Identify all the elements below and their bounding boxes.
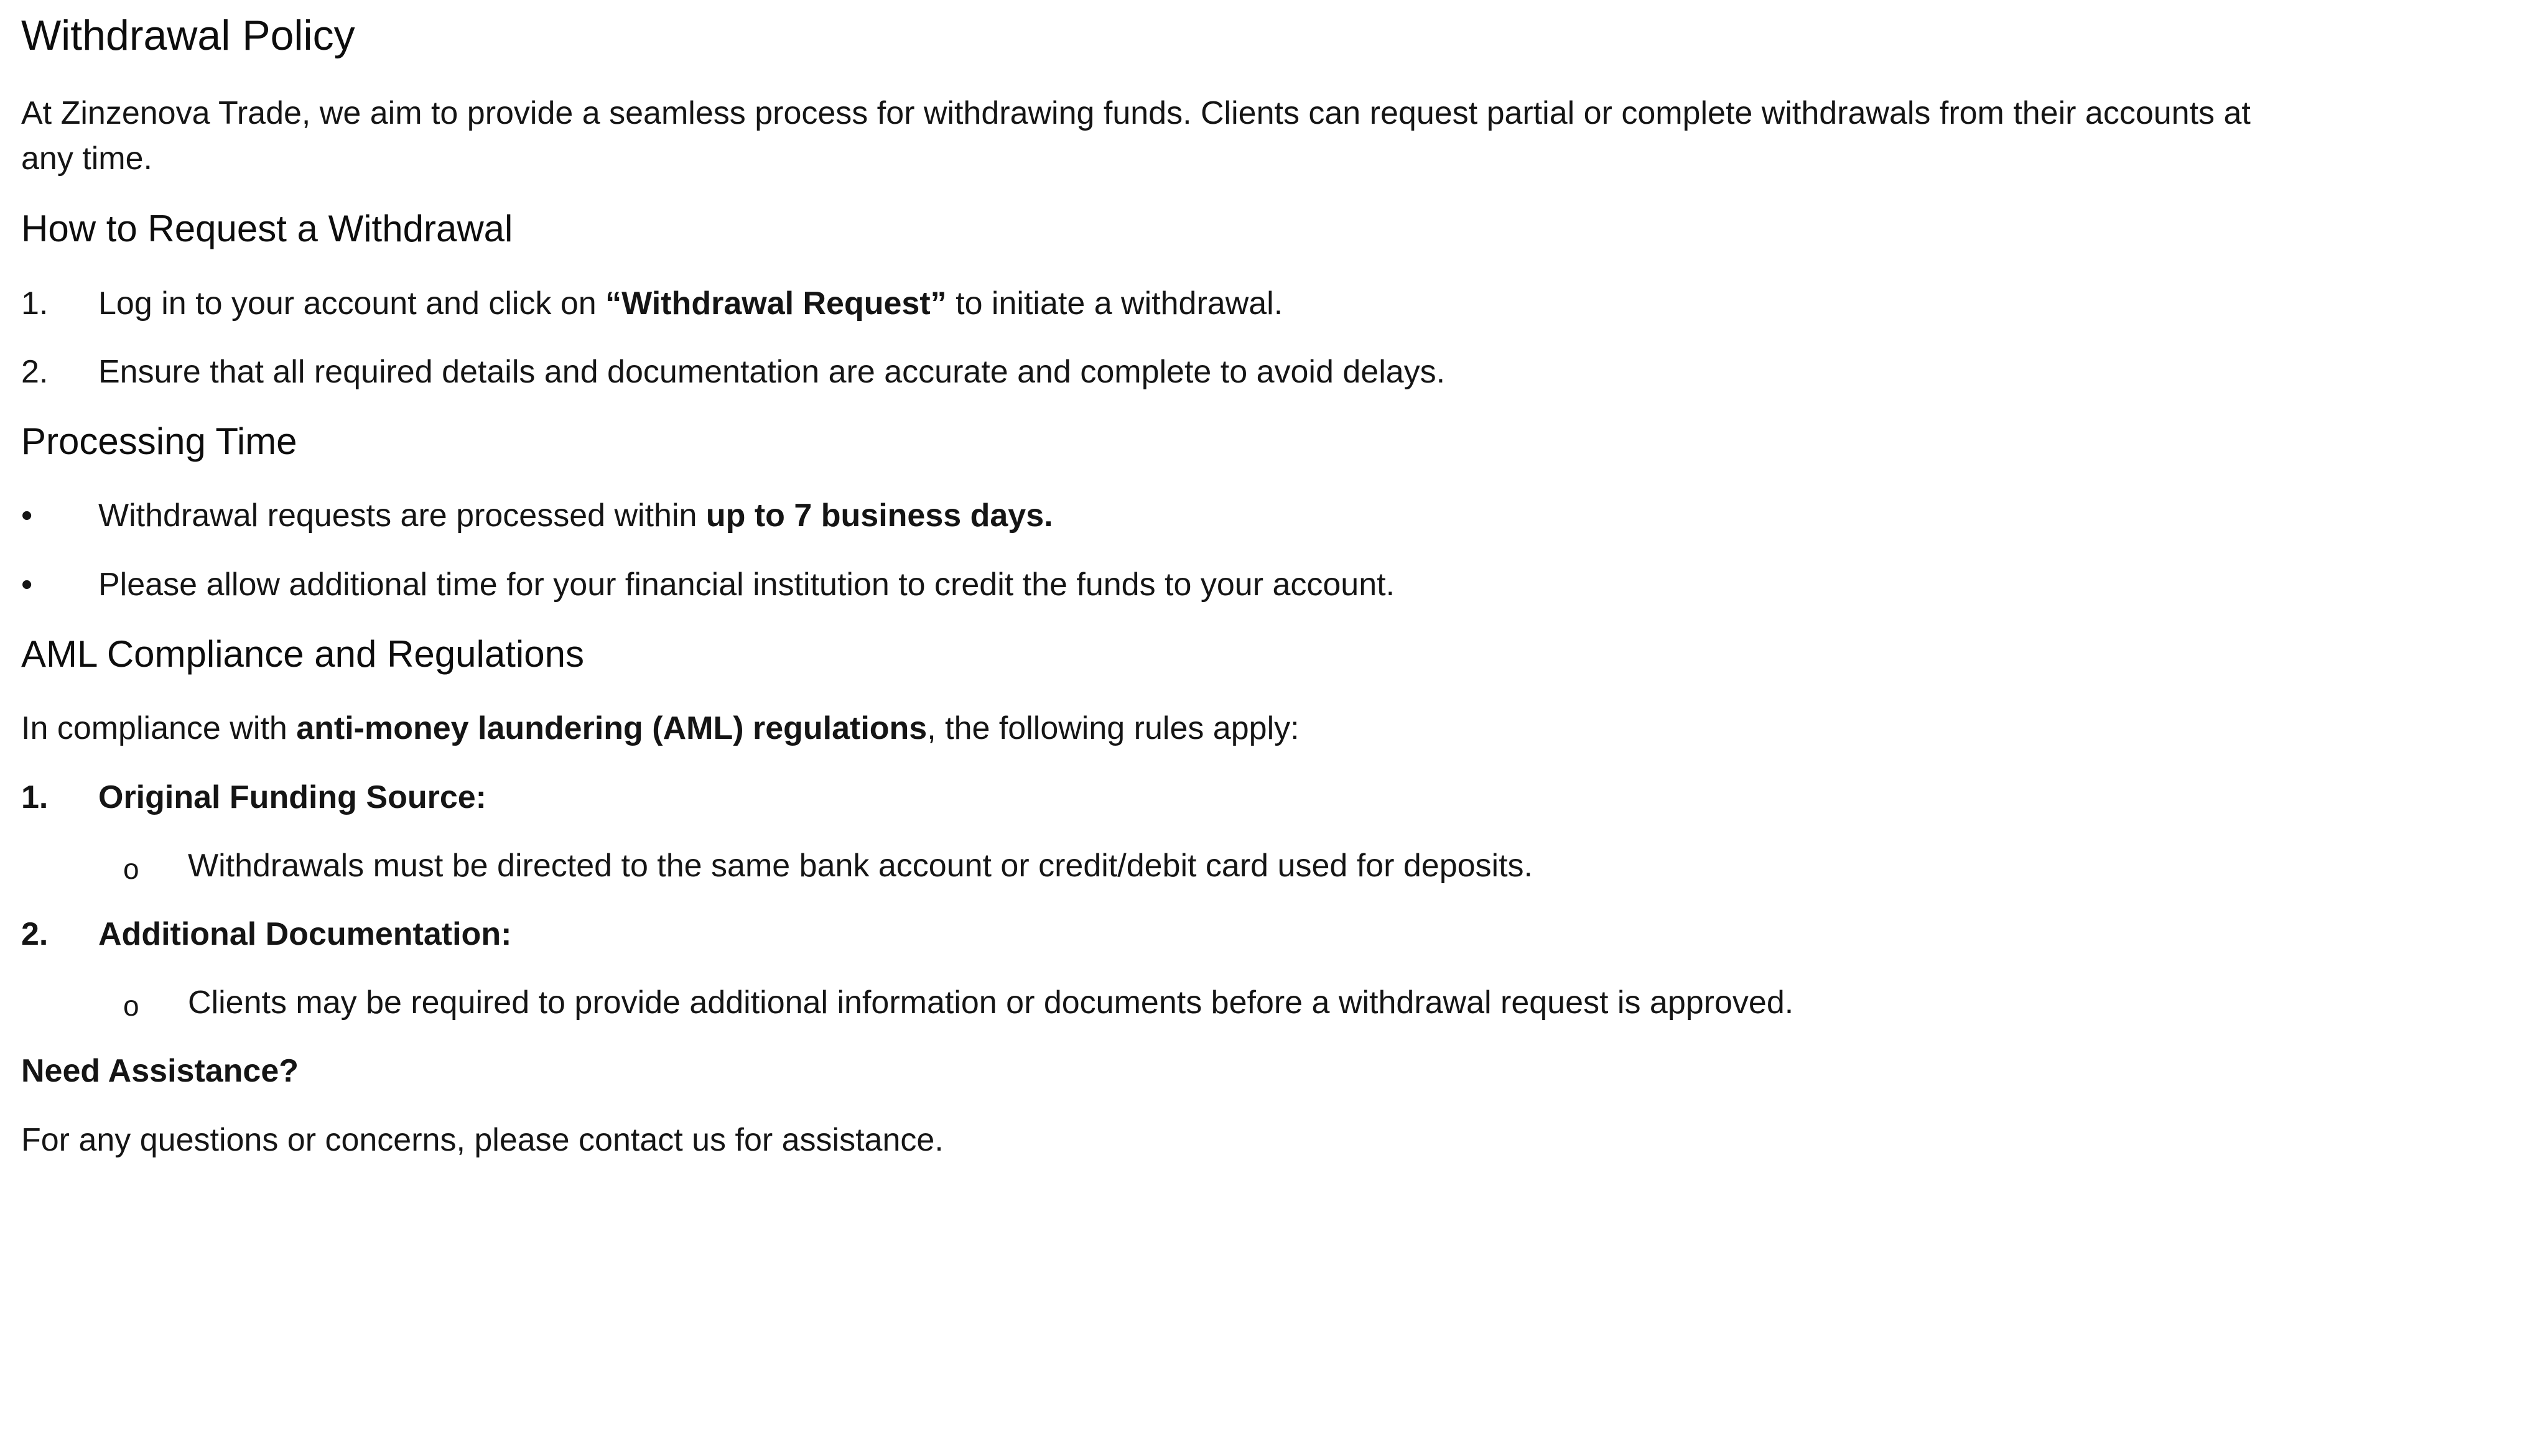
list-item-text: Ensure that all required details and documentation are accurate and complete to avoid delays. [98,354,1446,390]
assistance-heading: Need Assistance? [21,1053,299,1089]
list-item-text [98,285,1283,322]
how-to-heading: How to Request a Withdrawal [21,208,513,249]
aml-intro-post: , the following rules apply: [927,710,1300,746]
list-item-label: Original Funding Source: [98,779,486,815]
sub-list-item-text: Withdrawals must be directed to the same bank account or credit/debit card used for deposits. [188,848,1533,884]
processing-duration: up to 7 business days. [705,498,1053,534]
aml-regulations-term: anti-money laundering (AML) regulations [296,710,928,746]
sub-list-item-text: Clients may be required to provide additional information or documents before a withdrawal request is approved. [188,985,1794,1021]
withdrawal-request-label: “Withdrawal Request” [605,285,947,322]
sub-bullet-marker: o [123,990,139,1022]
aml-heading: AML Compliance and Regulations [21,633,584,675]
list-item-label: Additional Documentation: [98,916,512,952]
list-marker: 2. [21,916,49,952]
bullet-marker: • [21,567,33,603]
list-item-text-pre: Withdrawal requests are processed within [98,498,706,534]
list-marker: 1. [21,779,49,815]
aml-intro [21,710,1300,747]
list-item-text-post: to initiate a withdrawal. [946,285,1283,322]
list-marker: 2. [21,354,49,390]
bullet-marker: • [21,498,33,534]
intro-paragraph-line-1: At Zinzenova Trade, we aim to provide a seamless process for withdrawing funds. Clients can request partial or complete withdrawals from their accounts at [21,95,2251,131]
list-item-text: Please allow additional time for your financial institution to credit the funds to your account. [98,567,1395,603]
assistance-text: For any questions or concerns, please contact us for assistance. [21,1122,944,1158]
sub-bullet-marker: o [123,853,139,885]
list-item-text [98,497,1053,534]
aml-intro-pre: In compliance with [21,710,297,746]
intro-paragraph-line-2: any time. [21,141,152,177]
processing-time-heading: Processing Time [21,420,297,462]
list-item-text-pre: Log in to your account and click on [98,285,606,322]
list-marker: 1. [21,285,49,322]
page-title: Withdrawal Policy [21,12,355,59]
